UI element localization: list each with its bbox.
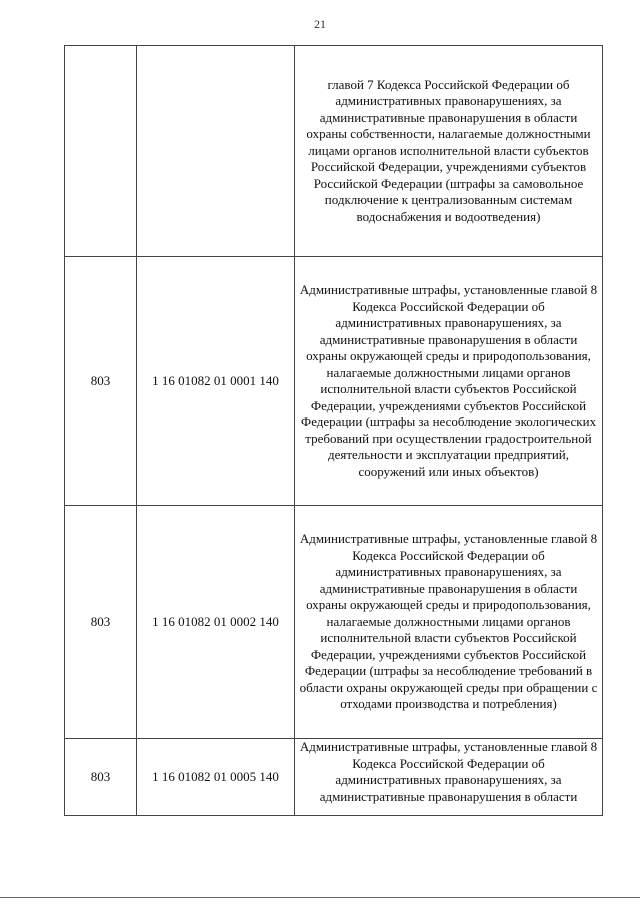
table-row	[65, 506, 603, 739]
budget-codes-table	[64, 45, 603, 816]
page-bottom-divider	[0, 897, 640, 898]
table-row	[65, 739, 603, 816]
description-cell: главой 7 Кодекса Российской Федерации об административных правонарушениях, за административные правонарушения в области охраны собственности, налагаемые должностными лицами органов исполнительной власти субъектов Российской Федерации, учреждениями субъектов Российской Федерации (штрафы за самовольное подключение к централизованным системам водоснабжения и водоотведения)	[295, 46, 603, 257]
table-row	[65, 257, 603, 506]
page-number: 21	[314, 17, 326, 31]
budget-code-cell	[137, 46, 295, 257]
admin-code-cell	[65, 46, 137, 257]
budget-code-cell: 1 16 01082 01 0001 140	[137, 257, 295, 506]
description-cell: Административные штрафы, установленные главой 8 Кодекса Российской Федерации об административных правонарушениях, за административные правонарушения в области охраны окружающей среды и природопользования, налагаемые должностными лицами органов исполнительной власти субъектов Российской Федерации, учреждениями субъектов Российской Федерации (штрафы за несоблюдение требований в области охраны окружающей среды при обращении с отходами производства и потребления)	[295, 506, 603, 739]
description-cell: Административные штрафы, установленные главой 8 Кодекса Российской Федерации об административных правонарушениях, за административные правонарушения в области	[295, 739, 603, 816]
budget-code-cell: 1 16 01082 01 0002 140	[137, 506, 295, 739]
admin-code-cell: 803	[65, 506, 137, 739]
description-cell: Административные штрафы, установленные главой 8 Кодекса Российской Федерации об административных правонарушениях, за административные правонарушения в области охраны окружающей среды и природопользования, налагаемые должностными лицами органов исполнительной власти субъектов Российской Федерации, учреждениями субъектов Российской Федерации (штрафы за несоблюдение экологических требований при осуществлении градостроительной деятельности и эксплуатации предприятий, сооружений или иных объектов)	[295, 257, 603, 506]
table-row	[65, 46, 603, 257]
admin-code-cell: 803	[65, 257, 137, 506]
budget-code-cell: 1 16 01082 01 0005 140	[137, 739, 295, 816]
admin-code-cell: 803	[65, 739, 137, 816]
